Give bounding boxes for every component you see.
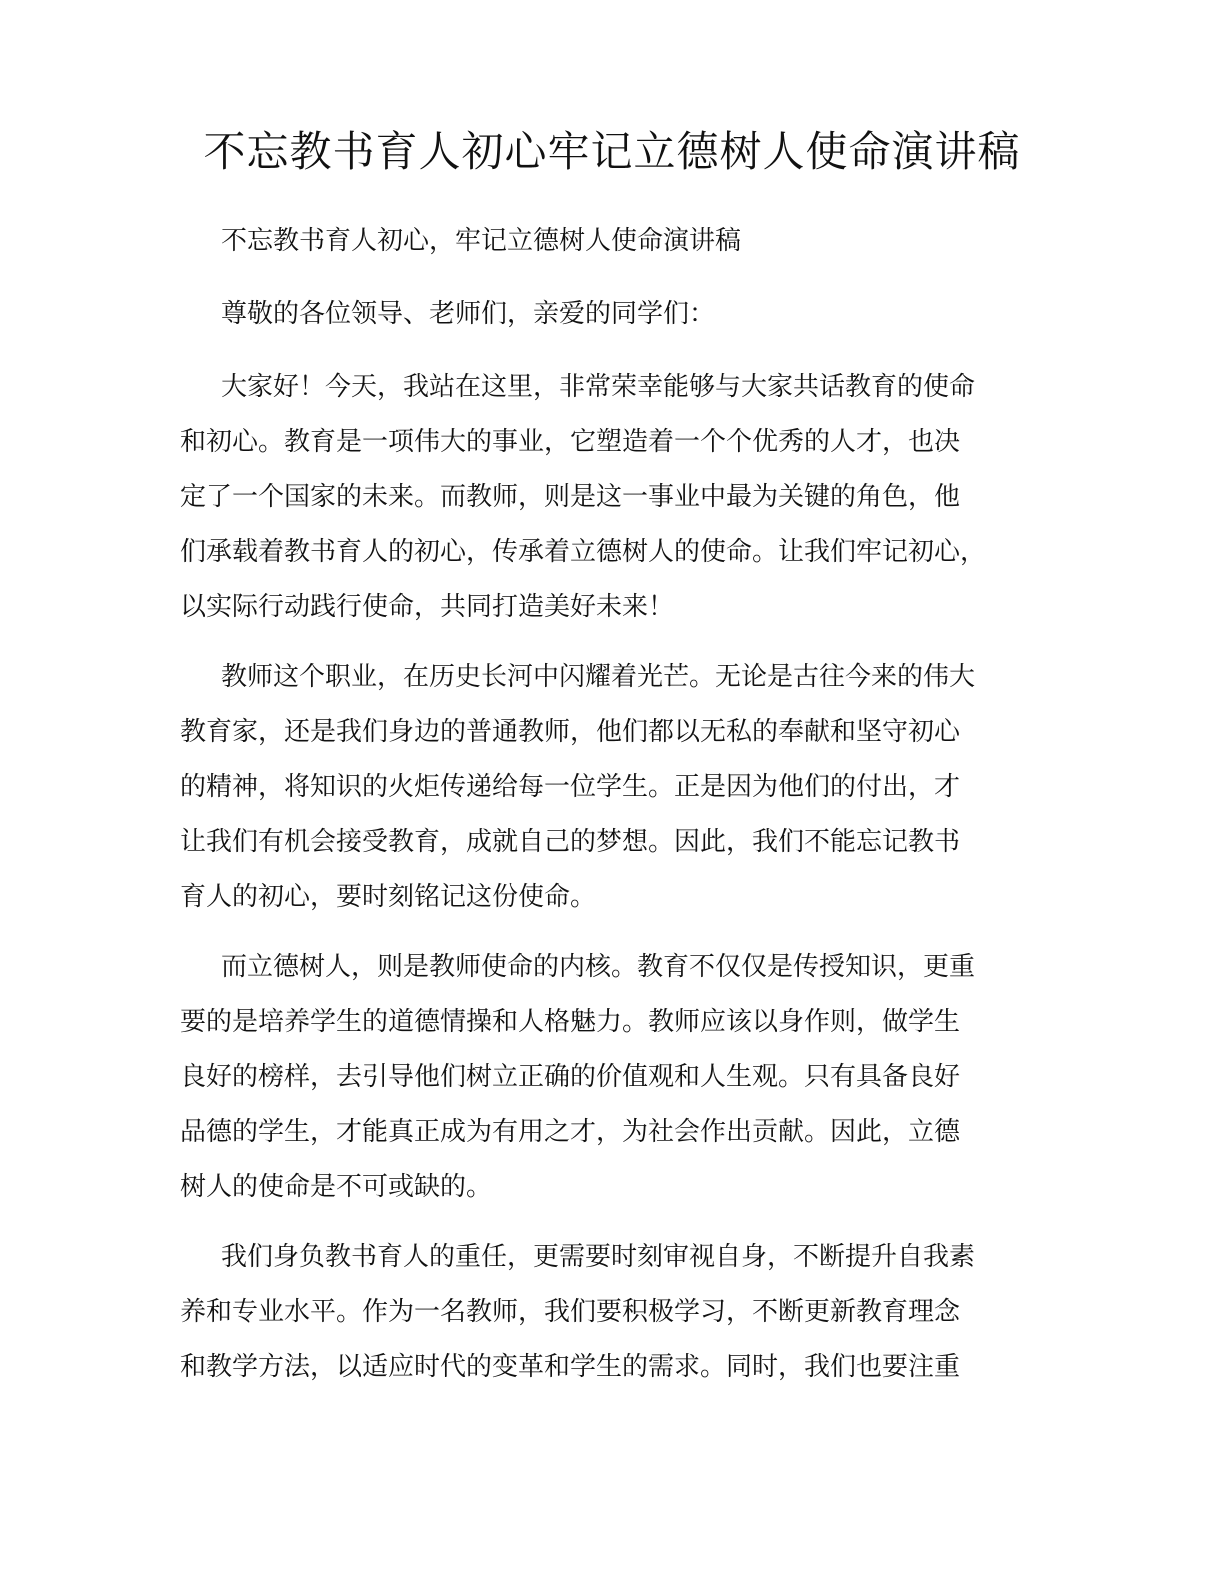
paragraph-line: 和初心。教育是一项伟大的事业，它塑造着一个个优秀的人才，也决: [180, 427, 961, 457]
paragraph-line: 养和专业水平。作为一名教师，我们要积极学习，不断更新教育理念: [180, 1297, 961, 1327]
paragraph-line: 让我们有机会接受教育，成就自己的梦想。因此，我们不能忘记教书: [180, 827, 961, 857]
document-subtitle: [180, 214, 741, 269]
paragraph-2: [180, 650, 975, 925]
paragraph-line: 大家好！今天，我站在这里，非常荣幸能够与大家共话教育的使命: [221, 372, 976, 402]
paragraph-line: 定了一个国家的未来。而教师，则是这一事业中最为关键的角色，他: [180, 482, 961, 512]
paragraph-line: 教师这个职业，在历史长河中闪耀着光芒。无论是古往今来的伟大: [221, 662, 976, 692]
paragraph-3: [180, 940, 975, 1215]
subtitle-text: 不忘教书育人初心，牢记立德树人使命演讲稿: [221, 226, 742, 256]
paragraph-line: 们承载着教书育人的初心，传承着立德树人的使命。让我们牢记初心，: [180, 537, 987, 567]
paragraph-line: 以实际行动践行使命，共同打造美好未来！: [180, 592, 675, 622]
paragraph-line: 的精神，将知识的火炬传递给每一位学生。正是因为他们的付出，才: [180, 772, 961, 802]
paragraph-line: 品德的学生，才能真正成为有用之才，为社会作出贡献。因此，立德: [180, 1117, 961, 1147]
paragraph-line: 要的是培养学生的道德情操和人格魅力。教师应该以身作则，做学生: [180, 1007, 961, 1037]
paragraph-line: 育人的初心，要时刻铭记这份使命。: [180, 882, 597, 912]
paragraph-line: 和教学方法，以适应时代的变革和学生的需求。同时，我们也要注重: [180, 1352, 961, 1382]
document-title: 不忘教书育人初心牢记立德树人使命演讲稿: [203, 127, 1021, 176]
paragraph-line: 树人的使命是不可或缺的。: [180, 1172, 493, 1202]
paragraph-1: [180, 360, 986, 635]
salutation-text: 尊敬的各位领导、老师们，亲爱的同学们：: [221, 299, 716, 329]
paragraph-line: 教育家，还是我们身边的普通教师，他们都以无私的奉献和坚守初心: [180, 717, 961, 747]
paragraph-line: 我们身负教书育人的重任，更需要时刻审视自身，不断提升自我素: [221, 1242, 976, 1272]
paragraph-4: [180, 1230, 975, 1395]
paragraph-line: 而立德树人，则是教师使命的内核。教育不仅仅是传授知识，更重: [221, 952, 976, 982]
salutation: [180, 287, 715, 342]
paragraph-line: 良好的榜样，去引导他们树立正确的价值观和人生观。只有具备良好: [180, 1062, 961, 1092]
